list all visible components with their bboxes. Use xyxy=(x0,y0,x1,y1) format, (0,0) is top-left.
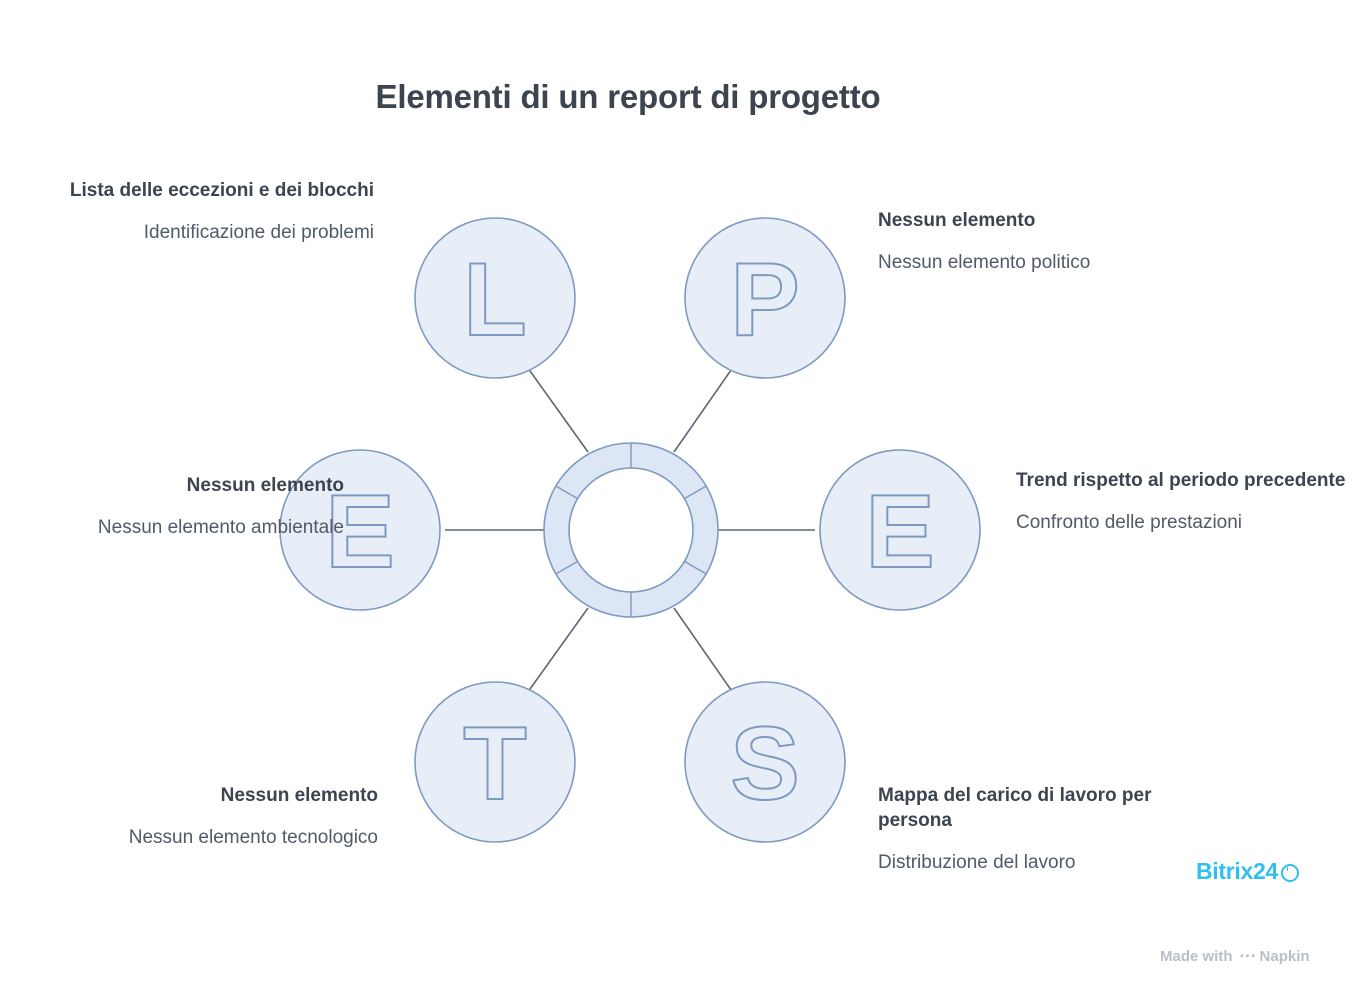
node-subtext-s: Distribuzione del lavoro xyxy=(878,852,1076,874)
bitrix24-logo xyxy=(1196,858,1299,885)
node-subtext-l: Identificazione dei problemi xyxy=(143,222,374,244)
node-subtext-e-right: Confronto delle prestazioni xyxy=(1016,512,1243,534)
node-heading-e-left: Nessun elemento xyxy=(186,475,344,496)
node-subtext-e-left: Nessun elemento ambientale xyxy=(97,517,344,539)
node-label-e-left xyxy=(14,473,344,541)
node-letter-e-left: E xyxy=(325,474,395,590)
brand-name: Bitrix24 xyxy=(1196,858,1278,884)
node-label-p xyxy=(878,208,1208,276)
node-letter-l: L xyxy=(463,242,527,358)
node-heading-t: Nessun elemento xyxy=(220,785,378,806)
node-letter-t: T xyxy=(463,706,527,822)
node-letter-s: S xyxy=(730,706,800,822)
page-title: Elementi di un report di progetto xyxy=(375,78,881,115)
node-label-t xyxy=(48,783,378,851)
node-label-s xyxy=(878,783,1208,876)
napkin-logo-icon: ⋯ xyxy=(1236,946,1256,965)
node-heading-l: Lista delle eccezioni e dei blocchi xyxy=(69,180,374,201)
node-label-e-right xyxy=(1016,468,1346,536)
node-heading-e-right: Trend rispetto al periodo precedente xyxy=(1016,470,1346,491)
node-heading-s: Mappa del carico di lavoro per persona xyxy=(878,785,1152,832)
made-with-label: Made with xyxy=(1160,947,1233,965)
node-heading-p: Nessun elemento xyxy=(878,210,1036,231)
node-label-l xyxy=(44,178,374,246)
node-subtext-t: Nessun elemento tecnologico xyxy=(128,827,378,849)
node-letter-e-right: E xyxy=(865,474,935,590)
node-subtext-p: Nessun elemento politico xyxy=(878,252,1091,274)
napkin-product-name: Napkin xyxy=(1259,947,1310,965)
clock-icon xyxy=(1281,864,1299,882)
center-ring xyxy=(544,443,718,617)
made-with-napkin-watermark xyxy=(1160,946,1310,966)
node-letter-p: P xyxy=(730,242,800,358)
